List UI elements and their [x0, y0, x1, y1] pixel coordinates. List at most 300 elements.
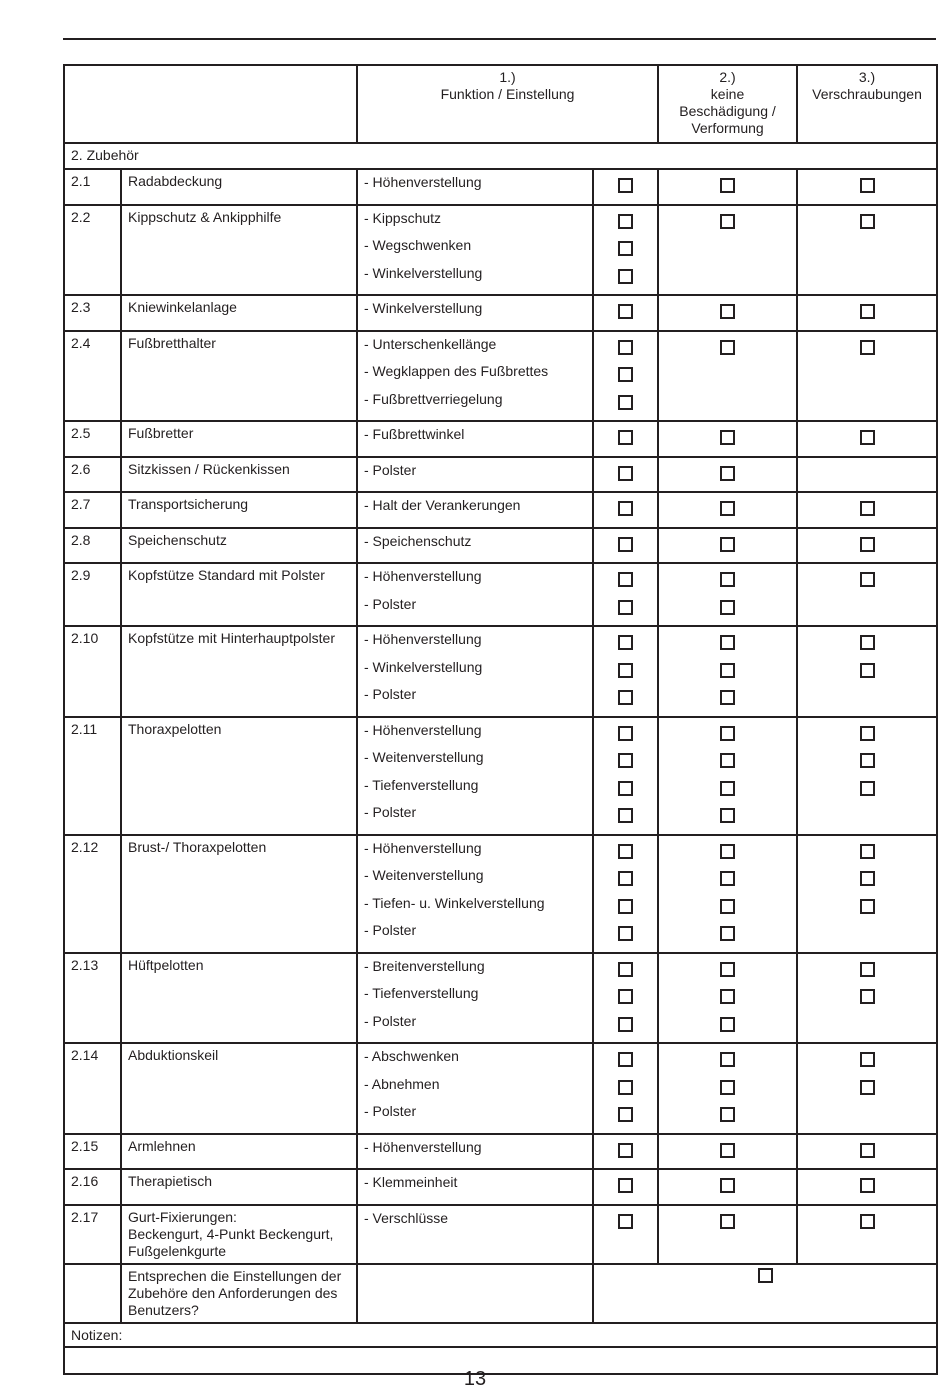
checkbox[interactable] [618, 304, 633, 319]
notes-label[interactable]: Notizen: [64, 1323, 937, 1374]
checkbox[interactable] [720, 1080, 735, 1095]
function-list [357, 563, 593, 626]
checkbox[interactable] [720, 663, 735, 678]
checkbox[interactable] [618, 537, 633, 552]
checkbox[interactable] [720, 635, 735, 650]
checkbox[interactable] [860, 430, 875, 445]
checkbox-line [600, 461, 651, 489]
checkbox[interactable] [618, 214, 633, 229]
function-check-cell [593, 1205, 658, 1264]
checkbox-line [600, 630, 651, 658]
function-list [357, 205, 593, 296]
section-title: 2. Zubehör [64, 143, 937, 169]
item-name-line: Hüftpelotten [128, 956, 204, 973]
function-item: - Wegklappen des Fußbrettes [364, 363, 549, 379]
checkbox[interactable] [720, 430, 735, 445]
checkbox[interactable] [860, 1143, 875, 1158]
item-row [64, 626, 937, 717]
top-rule [63, 38, 936, 40]
checkbox[interactable] [618, 1214, 633, 1229]
checkbox-line [665, 721, 790, 749]
checkbox[interactable] [860, 726, 875, 741]
header-screws: 3.) Verschraubungen [797, 65, 937, 143]
checkbox[interactable] [720, 1017, 735, 1032]
checkbox-line [804, 748, 930, 776]
checkbox-line [665, 957, 790, 985]
checkbox-line [804, 1047, 930, 1075]
checkbox[interactable] [860, 572, 875, 587]
checkbox[interactable] [860, 844, 875, 859]
checkbox-line [665, 839, 790, 867]
checkbox[interactable] [618, 871, 633, 886]
checkbox[interactable] [618, 269, 633, 284]
item-number: 2.1 [64, 169, 121, 205]
item-name [121, 169, 357, 205]
item-row [64, 1134, 937, 1170]
header-blank-cell [64, 65, 357, 143]
item-number: 2.2 [64, 205, 121, 296]
checkbox[interactable] [618, 808, 633, 823]
item-number: 2.8 [64, 528, 121, 564]
checkbox[interactable] [860, 214, 875, 229]
screw-check-cell [797, 835, 937, 953]
checkbox[interactable] [720, 304, 735, 319]
function-item: - Höhenverstellung [364, 174, 482, 190]
checkbox[interactable] [720, 1107, 735, 1122]
function-check-cell [593, 492, 658, 528]
checkbox[interactable] [860, 1178, 875, 1193]
checkbox-line [600, 595, 651, 623]
damage-check-cell [658, 205, 797, 296]
damage-check-cell [658, 563, 797, 626]
screw-check-cell [797, 169, 937, 205]
checkbox[interactable] [860, 340, 875, 355]
item-name [121, 457, 357, 493]
header-row [64, 65, 937, 143]
bottom-rule [63, 1346, 936, 1348]
checkbox-line [600, 1173, 651, 1201]
checkbox[interactable] [618, 635, 633, 650]
checkbox-line [600, 532, 651, 560]
item-name-line: Armlehnen [128, 1137, 196, 1154]
function-check-cell [593, 528, 658, 564]
screw-check-cell [797, 717, 937, 835]
item-number: 2.14 [64, 1043, 121, 1134]
checkbox[interactable] [618, 726, 633, 741]
checkbox[interactable] [860, 178, 875, 193]
function-check-cell [593, 421, 658, 457]
checkbox-line [665, 532, 790, 560]
checkbox[interactable] [720, 1052, 735, 1067]
function-item: - Weitenverstellung [364, 749, 484, 765]
checkbox[interactable] [618, 1178, 633, 1193]
checkbox[interactable] [720, 781, 735, 796]
checkbox[interactable] [720, 340, 735, 355]
checkbox-line [600, 335, 651, 363]
item-name [121, 1205, 357, 1264]
function-list [357, 626, 593, 717]
checkbox[interactable] [720, 690, 735, 705]
item-row [64, 169, 937, 205]
item-name [121, 626, 357, 717]
checkbox[interactable] [758, 1268, 773, 1283]
checkbox-line [600, 496, 651, 524]
item-name-line: Fußgelenkgurte [128, 1242, 227, 1259]
function-item: - Winkelverstellung [364, 300, 483, 316]
checklist-table [63, 64, 938, 1375]
item-number: 2.12 [64, 835, 121, 953]
checkbox-line [665, 173, 790, 201]
damage-check-cell [658, 169, 797, 205]
checkbox-line [665, 425, 790, 453]
damage-check-cell [658, 295, 797, 331]
checkbox[interactable] [720, 600, 735, 615]
item-name-line: Sitzkissen / Rückenkissen [128, 460, 290, 477]
checkbox-line [665, 1102, 790, 1130]
checkbox[interactable] [860, 635, 875, 650]
checkbox-line [665, 1138, 790, 1166]
function-item: - Kippschutz [364, 209, 442, 226]
function-list [357, 169, 593, 205]
function-list [357, 492, 593, 528]
checkbox[interactable] [720, 572, 735, 587]
screw-check-cell [797, 331, 937, 422]
function-list [357, 331, 593, 422]
checkbox-line [600, 803, 651, 831]
item-row [64, 528, 937, 564]
checkbox[interactable] [720, 178, 735, 193]
item-name [121, 563, 357, 626]
item-row [64, 835, 937, 953]
checkbox-line [600, 685, 651, 713]
item-row [64, 953, 937, 1044]
checkbox[interactable] [618, 781, 633, 796]
checkbox[interactable] [860, 304, 875, 319]
checkbox-line [665, 984, 790, 1012]
item-row [64, 492, 937, 528]
item-name-line: Transportsicherung [128, 496, 249, 512]
checkbox-line [600, 721, 651, 749]
checkbox[interactable] [618, 663, 633, 678]
function-item: - Unterschenkellänge [364, 335, 497, 352]
item-name-line: Gurt-Fixierungen: [128, 1208, 237, 1225]
function-check-cell [593, 295, 658, 331]
item-number: 2.9 [64, 563, 121, 626]
checkbox-line [665, 496, 790, 524]
item-number: 2.5 [64, 421, 121, 457]
checkbox[interactable] [618, 501, 633, 516]
damage-check-cell [658, 1205, 797, 1264]
damage-check-cell [658, 457, 797, 493]
question-line: Zubehöre den Anforderungen des [128, 1284, 338, 1301]
function-list [357, 1205, 593, 1264]
checkbox-line [804, 425, 930, 453]
item-row [64, 457, 937, 493]
checkbox[interactable] [720, 1178, 735, 1193]
function-item: - Höhenverstellung [364, 839, 482, 856]
function-check-cell [593, 563, 658, 626]
screw-check-cell [797, 205, 937, 296]
checkbox[interactable] [618, 989, 633, 1004]
item-name-line: Speichenschutz [128, 531, 227, 548]
screw-check-cell [797, 492, 937, 528]
function-item: - Weitenverstellung [364, 867, 484, 883]
checkbox[interactable] [860, 871, 875, 886]
checkbox-line [665, 1012, 790, 1040]
item-name [121, 1043, 357, 1134]
checkbox-line [665, 1173, 790, 1201]
checkbox-line [600, 390, 651, 418]
screw-check-cell [797, 421, 937, 457]
item-name-line: Kopfstütze mit Hinterhauptpolster [128, 630, 335, 646]
question-blank-cell-2 [357, 1264, 593, 1323]
header-function: 1.) Funktion / Einstellung [357, 65, 658, 143]
item-row [64, 421, 937, 457]
checkbox[interactable] [618, 753, 633, 768]
damage-check-cell [658, 528, 797, 564]
checkbox[interactable] [720, 1143, 735, 1158]
checkbox-line [804, 496, 930, 524]
checkbox[interactable] [720, 871, 735, 886]
checkbox-line [804, 894, 930, 922]
item-name-line: Brust-/ Thoraxpelotten [128, 838, 267, 855]
checkbox[interactable] [860, 1052, 875, 1067]
checkbox-line [665, 748, 790, 776]
damage-check-cell [658, 835, 797, 953]
checkbox[interactable] [720, 926, 735, 941]
function-item: - Breitenverstellung [364, 957, 485, 974]
function-check-cell [593, 626, 658, 717]
item-name-line: Kopfstütze Standard mit Polster [128, 567, 325, 583]
checkbox-line [600, 236, 651, 264]
checkbox-line [804, 658, 930, 686]
screw-check-cell [797, 563, 937, 626]
checkbox[interactable] [860, 899, 875, 914]
item-name-line: Kniewinkelanlage [128, 299, 237, 315]
item-number: 2.3 [64, 295, 121, 331]
checkbox[interactable] [618, 1107, 633, 1122]
checkbox[interactable] [860, 989, 875, 1004]
checkbox-line [804, 984, 930, 1012]
damage-check-cell [658, 1134, 797, 1170]
checkbox-line [665, 776, 790, 804]
damage-check-cell [658, 717, 797, 835]
item-row [64, 1169, 937, 1205]
function-item: - Tiefenverstellung [364, 985, 479, 1001]
checkbox-line [665, 658, 790, 686]
checkbox-line [600, 299, 651, 327]
checkbox[interactable] [618, 395, 633, 410]
item-number: 2.17 [64, 1205, 121, 1264]
checkbox-line [804, 532, 930, 560]
checkbox-line [600, 209, 651, 237]
item-name [121, 295, 357, 331]
checkbox-line [600, 776, 651, 804]
checkbox[interactable] [618, 600, 633, 615]
question-blank-cell [64, 1264, 121, 1323]
checkbox[interactable] [720, 537, 735, 552]
checkbox-line [665, 1047, 790, 1075]
checkbox-line [600, 658, 651, 686]
damage-check-cell [658, 1043, 797, 1134]
function-item: - Höhenverstellung [364, 1138, 482, 1155]
checkbox[interactable] [618, 340, 633, 355]
question-check-cell [593, 1264, 937, 1323]
checkbox-line [600, 1209, 651, 1237]
item-row [64, 1205, 937, 1264]
checkbox[interactable] [618, 367, 633, 382]
checkbox-line [665, 921, 790, 949]
checkbox-line [600, 894, 651, 922]
function-list [357, 953, 593, 1044]
checkbox[interactable] [618, 926, 633, 941]
checkbox[interactable] [618, 430, 633, 445]
checkbox-line [665, 803, 790, 831]
function-item: - Speichenschutz [364, 532, 472, 549]
checkbox-line [600, 1047, 651, 1075]
function-check-cell [593, 953, 658, 1044]
item-number: 2.7 [64, 492, 121, 528]
function-item: - Abnehmen [364, 1075, 440, 1092]
screw-check-cell [797, 626, 937, 717]
checkbox[interactable] [618, 962, 633, 977]
screw-check-cell [797, 953, 937, 1044]
checkbox[interactable] [618, 241, 633, 256]
checkbox-line [804, 1138, 930, 1166]
question-line: Benutzers? [128, 1301, 199, 1318]
checkbox[interactable] [720, 1214, 735, 1229]
checkbox[interactable] [618, 572, 633, 587]
checkbox-line [600, 1012, 651, 1040]
page-number: 13 [463, 1368, 487, 1390]
checkbox-line [665, 1075, 790, 1103]
function-list [357, 457, 593, 493]
checkbox[interactable] [618, 844, 633, 859]
function-check-cell [593, 1134, 658, 1170]
item-row [64, 717, 937, 835]
checkbox-line [600, 1102, 651, 1130]
checkbox[interactable] [720, 501, 735, 516]
item-name [121, 717, 357, 835]
checkbox-line [804, 1173, 930, 1201]
item-name-line: Beckengurt, 4-Punkt Beckengurt, [128, 1225, 334, 1242]
item-row [64, 563, 937, 626]
checkbox[interactable] [860, 1080, 875, 1095]
function-check-cell [593, 169, 658, 205]
item-name [121, 1134, 357, 1170]
checkbox-line [600, 921, 651, 949]
item-row [64, 1043, 937, 1134]
item-name-line: Fußbretthalter [128, 334, 216, 351]
checkbox[interactable] [618, 466, 633, 481]
damage-check-cell [658, 953, 797, 1044]
function-check-cell [593, 1169, 658, 1205]
checkbox[interactable] [720, 214, 735, 229]
section-row [64, 143, 937, 169]
item-name [121, 953, 357, 1044]
checkbox[interactable] [618, 1143, 633, 1158]
damage-check-cell [658, 421, 797, 457]
function-item: - Polster [364, 804, 417, 820]
checkbox[interactable] [618, 1052, 633, 1067]
function-list [357, 1043, 593, 1134]
checkbox[interactable] [618, 1017, 633, 1032]
damage-check-cell [658, 1169, 797, 1205]
function-item: - Winkelverstellung [364, 658, 483, 675]
checkbox-line [665, 335, 790, 363]
checkbox-line [665, 299, 790, 327]
function-check-cell [593, 1043, 658, 1134]
function-list [357, 421, 593, 457]
checkbox-line [665, 685, 790, 713]
function-check-cell [593, 331, 658, 422]
item-number: 2.6 [64, 457, 121, 493]
function-item: - Höhenverstellung [364, 631, 482, 647]
checkbox[interactable] [720, 726, 735, 741]
checkbox-line [600, 264, 651, 292]
checkbox-line [665, 567, 790, 595]
checkbox[interactable] [720, 844, 735, 859]
checkbox[interactable] [618, 178, 633, 193]
checkbox[interactable] [618, 899, 633, 914]
function-item: - Tiefen- u. Winkelverstellung [364, 894, 545, 911]
item-name-line: Therapietisch [128, 1173, 213, 1189]
checkbox[interactable] [720, 962, 735, 977]
function-item: - Winkelverstellung [364, 264, 483, 281]
checkbox[interactable] [618, 1080, 633, 1095]
checkbox[interactable] [860, 753, 875, 768]
item-row [64, 205, 937, 296]
screw-check-cell [797, 528, 937, 564]
function-item: - Abschwenken [364, 1048, 459, 1064]
item-name [121, 421, 357, 457]
checkbox[interactable] [720, 808, 735, 823]
item-name [121, 331, 357, 422]
checkbox[interactable] [720, 899, 735, 914]
checkbox[interactable] [860, 537, 875, 552]
checkbox[interactable] [618, 690, 633, 705]
function-item: - Polster [364, 922, 417, 938]
checkbox-line [600, 173, 651, 201]
checkbox[interactable] [860, 781, 875, 796]
checkbox[interactable] [720, 466, 735, 481]
checkbox[interactable] [720, 753, 735, 768]
checkbox[interactable] [860, 663, 875, 678]
screw-check-cell [797, 1169, 937, 1205]
item-name-line: Radabdeckung [128, 173, 223, 189]
item-name [121, 835, 357, 953]
checkbox-line [804, 721, 930, 749]
function-item: - Höhenverstellung [364, 721, 482, 738]
checkbox[interactable] [860, 501, 875, 516]
checkbox[interactable] [720, 989, 735, 1004]
function-item: - Polster [364, 595, 417, 612]
screw-check-cell [797, 1043, 937, 1134]
checkbox-line [600, 957, 651, 985]
checkbox[interactable] [860, 962, 875, 977]
item-name [121, 528, 357, 564]
checkbox-line [804, 957, 930, 985]
checkbox-line [600, 567, 651, 595]
checkbox-line [804, 630, 930, 658]
checkbox-line [804, 567, 930, 595]
checkbox-line [600, 1075, 651, 1103]
checkbox-line [600, 748, 651, 776]
checkbox[interactable] [860, 1214, 875, 1229]
checkbox-line [600, 984, 651, 1012]
checkbox-line [665, 209, 790, 237]
item-name-line: Fußbretter [128, 425, 194, 441]
